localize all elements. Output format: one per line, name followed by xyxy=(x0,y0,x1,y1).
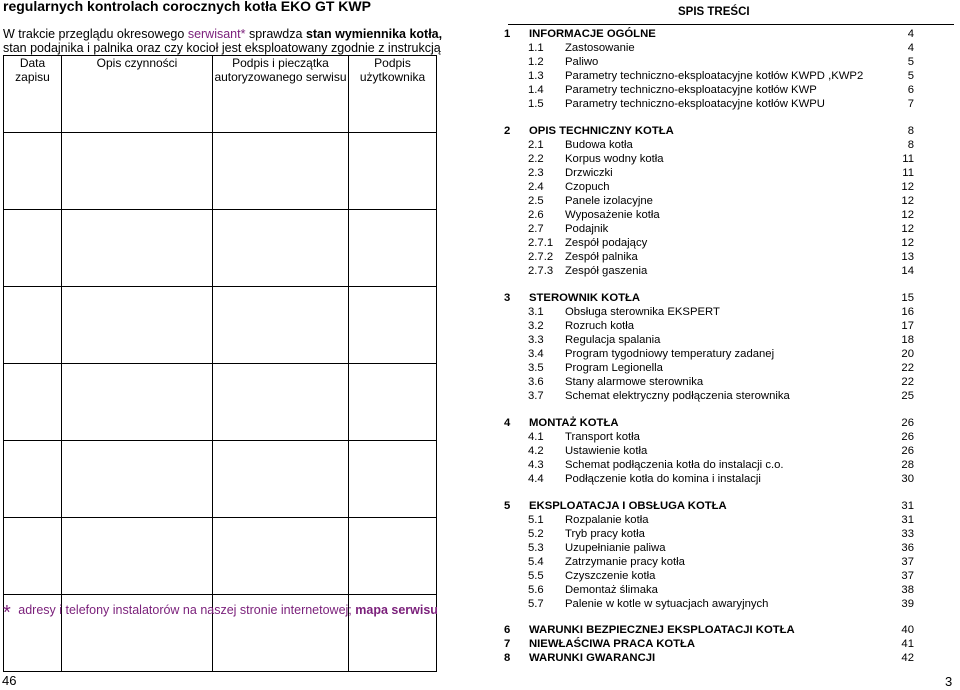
toc-header xyxy=(508,0,954,25)
toc-page: 7 xyxy=(907,98,914,110)
service-signature-cell[interactable] xyxy=(213,133,349,210)
toc-page: 11 xyxy=(902,167,914,179)
toc-subsection[interactable] xyxy=(504,194,914,208)
service-signature-cell[interactable] xyxy=(213,518,349,595)
table-row xyxy=(4,210,437,287)
toc-num: 5.7 xyxy=(528,598,544,610)
toc-page: 26 xyxy=(901,431,914,443)
toc-page: 38 xyxy=(901,584,914,596)
toc-page: 31 xyxy=(901,500,914,512)
toc-num: 1.2 xyxy=(528,56,544,68)
service-signature-cell[interactable] xyxy=(213,210,349,287)
toc-title: Program tygodniowy temperatury zadanej xyxy=(565,348,775,360)
toc-title: Drzwiczki xyxy=(565,167,613,179)
page-number-right: 3 xyxy=(945,674,953,689)
toc-title: EKSPLOATACJA I OBSŁUGA KOTŁA xyxy=(529,500,727,512)
service-log-table xyxy=(3,55,437,672)
toc-page: 31 xyxy=(901,514,914,526)
page-title: regularnych kontrolach corocznych kotła EKO GT KWP xyxy=(3,0,371,14)
toc-subsection[interactable] xyxy=(504,319,914,333)
toc-num: 3.4 xyxy=(528,348,544,360)
toc-num: 5.3 xyxy=(528,542,544,554)
page-number-left: 46 xyxy=(2,673,17,688)
toc-page: 42 xyxy=(901,652,914,664)
toc-section xyxy=(504,124,914,278)
user-signature-cell[interactable] xyxy=(349,210,437,287)
toc-num: 3.7 xyxy=(528,390,544,402)
table-row xyxy=(4,287,437,364)
toc-page: 14 xyxy=(901,265,914,277)
footnote-text: adresy i telefony instalatorów na naszej stronie internetowej; xyxy=(14,603,356,617)
toc-page: 25 xyxy=(901,390,914,402)
toc-page: 30 xyxy=(901,473,914,485)
toc-num: 5.5 xyxy=(528,570,544,582)
date-cell[interactable] xyxy=(4,364,62,441)
toc-subsection[interactable] xyxy=(504,347,914,361)
toc-subsection[interactable] xyxy=(504,236,914,250)
toc-num: 2.3 xyxy=(528,167,544,179)
toc-num: 5.4 xyxy=(528,556,544,568)
toc-title: Program Legionella xyxy=(565,362,663,374)
description-cell[interactable] xyxy=(62,364,213,441)
toc-page: 40 xyxy=(901,624,914,636)
toc-num: 2.4 xyxy=(528,181,544,193)
toc-title: Zespół podający xyxy=(565,237,648,249)
header-description: Opis czynności xyxy=(62,56,213,133)
toc-num: 1 xyxy=(504,28,511,40)
toc-subsection[interactable] xyxy=(504,152,914,166)
toc-subsection[interactable] xyxy=(504,583,914,597)
header-service-signature: Podpis i pieczątka autoryzowanego serwisu xyxy=(213,56,349,133)
date-cell[interactable] xyxy=(4,210,62,287)
intro-text xyxy=(3,27,443,55)
toc-title: Podajnik xyxy=(565,223,609,235)
toc-subsection[interactable] xyxy=(504,472,914,486)
date-cell[interactable] xyxy=(4,441,62,518)
toc-num: 2.7.3 xyxy=(528,265,554,277)
toc-title: Czopuch xyxy=(565,181,610,193)
intro-part3: sprawdza xyxy=(245,27,306,41)
user-signature-cell[interactable] xyxy=(349,133,437,210)
toc-chapter[interactable] xyxy=(504,499,914,513)
toc-num: 5.6 xyxy=(528,584,544,596)
toc-title: Wyposażenie kotła xyxy=(565,209,660,221)
toc-title: Tryb pracy kotła xyxy=(565,528,645,540)
footnote-star: * xyxy=(3,602,11,624)
toc-num: 1.5 xyxy=(528,98,544,110)
toc-page: 26 xyxy=(901,445,914,457)
toc-title: Parametry techniczno-eksploatacyjne kotłów KWP xyxy=(565,84,817,96)
toc-page: 12 xyxy=(901,223,914,235)
toc-title: OPIS TECHNICZNY KOTŁA xyxy=(529,125,674,137)
toc-num: 1.4 xyxy=(528,84,544,96)
toc-num: 2.7.2 xyxy=(528,251,554,263)
toc-title: Zespół palnika xyxy=(565,251,638,263)
toc-page: 4 xyxy=(907,28,914,40)
toc-page: 16 xyxy=(901,306,914,318)
toc-num: 3 xyxy=(504,292,511,304)
toc-num: 5 xyxy=(504,500,511,512)
toc-num: 4 xyxy=(504,417,511,429)
toc-num: 4.2 xyxy=(528,445,544,457)
toc-page: 15 xyxy=(901,292,914,304)
toc-title: Zatrzymanie pracy kotła xyxy=(565,556,685,568)
toc-title: Stany alarmowe sterownika xyxy=(565,376,704,388)
toc-title: Parametry techniczno-eksploatacyjne kotłów KWPD ,KWP2 xyxy=(565,70,864,82)
toc-page: 4 xyxy=(907,42,914,54)
toc-page: 11 xyxy=(902,153,914,165)
table-row xyxy=(4,518,437,595)
toc-subsection[interactable] xyxy=(504,361,914,375)
date-cell[interactable] xyxy=(4,287,62,364)
toc-page: 22 xyxy=(901,376,914,388)
toc-num: 3.6 xyxy=(528,376,544,388)
toc-num: 4.1 xyxy=(528,431,544,443)
toc-section xyxy=(504,637,914,651)
service-signature-cell[interactable] xyxy=(213,441,349,518)
toc-page: 17 xyxy=(901,320,914,332)
table-header-row xyxy=(4,56,437,133)
toc-subsection[interactable] xyxy=(504,375,914,389)
toc-page: 5 xyxy=(907,56,914,68)
serwisant-link[interactable]: serwisant* xyxy=(187,27,246,41)
toc-subsection[interactable] xyxy=(504,208,914,222)
toc-title: Schemat elektryczny podłączenia sterownika xyxy=(565,390,790,402)
toc-chapter[interactable] xyxy=(504,416,914,430)
toc-page: 5 xyxy=(907,70,914,82)
toc-subsection[interactable] xyxy=(504,569,914,583)
toc-num: 3.3 xyxy=(528,334,544,346)
toc-page: 33 xyxy=(901,528,914,540)
service-signature-cell[interactable] xyxy=(213,364,349,441)
toc-subsection[interactable] xyxy=(504,444,914,458)
header-date: Data zapisu xyxy=(4,56,62,133)
toc-subsection[interactable] xyxy=(504,513,914,527)
toc-num: 7 xyxy=(504,638,511,650)
toc-subsection[interactable] xyxy=(504,264,914,278)
toc-title: STEROWNIK KOTŁA xyxy=(529,292,641,304)
toc-subsection[interactable] xyxy=(504,83,914,97)
toc-title: WARUNKI BEZPIECZNEJ EKSPLOATACJI KOTŁA xyxy=(529,624,795,636)
table-row xyxy=(4,133,437,210)
toc-num: 3.5 xyxy=(528,362,544,374)
toc-num: 2.6 xyxy=(528,209,544,221)
description-cell[interactable] xyxy=(62,441,213,518)
toc-subsection[interactable] xyxy=(504,55,914,69)
toc-title: INFORMACJE OGÓLNE xyxy=(529,28,656,40)
toc-page: 37 xyxy=(901,570,914,582)
toc-page: 37 xyxy=(901,556,914,568)
toc-section xyxy=(504,416,914,486)
date-cell[interactable] xyxy=(4,518,62,595)
toc-page: 6 xyxy=(907,84,914,96)
toc-title: MONTAŻ KOTŁA xyxy=(529,417,619,429)
description-cell[interactable] xyxy=(62,287,213,364)
toc-page: 18 xyxy=(901,334,914,346)
toc-heading: SPIS TREŚCI xyxy=(678,6,750,18)
toc-title: Regulacja spalania xyxy=(565,334,661,346)
toc-subsection[interactable] xyxy=(504,527,914,541)
toc-title: Rozruch kotła xyxy=(565,320,635,332)
toc-num: 2 xyxy=(504,125,511,137)
toc-subsection[interactable] xyxy=(504,138,914,152)
toc-title: Palenie w kotle w sytuacjach awaryjnych xyxy=(565,598,769,610)
toc-page: 28 xyxy=(901,459,914,471)
toc-section xyxy=(504,623,914,637)
toc-subsection[interactable] xyxy=(504,222,914,236)
toc-title: Zespół gaszenia xyxy=(565,265,648,277)
toc-subsection[interactable] xyxy=(504,41,914,55)
toc-title: WARUNKI GWARANCJI xyxy=(529,652,656,664)
toc-title: Rozpalanie kotła xyxy=(565,514,649,526)
toc-section xyxy=(504,27,914,111)
toc-title: Korpus wodny kotła xyxy=(565,153,664,165)
toc-subsection[interactable] xyxy=(504,597,914,611)
toc-page: 8 xyxy=(907,125,914,137)
toc-title: Panele izolacyjne xyxy=(565,195,653,207)
toc-section xyxy=(504,651,914,665)
toc-num: 3.2 xyxy=(528,320,544,332)
toc-title: Budowa kotła xyxy=(565,139,633,151)
intro-line2: stan podajnika i palnika oraz czy kocioł jest eksploatowany zgodnie z instrukcją xyxy=(3,41,441,55)
toc-num: 2.2 xyxy=(528,153,544,165)
toc-title: Paliwo xyxy=(565,56,599,68)
service-signature-cell[interactable] xyxy=(213,287,349,364)
toc-subsection[interactable] xyxy=(504,389,914,403)
toc-page: 12 xyxy=(901,181,914,193)
toc-num: 2.1 xyxy=(528,139,544,151)
toc-num: 1.1 xyxy=(528,42,544,54)
intro-part1: W trakcie przeglądu okresowego xyxy=(3,27,188,41)
toc-page: 13 xyxy=(901,251,914,263)
toc-subsection[interactable] xyxy=(504,555,914,569)
toc-subsection[interactable] xyxy=(504,250,914,264)
toc-subsection[interactable] xyxy=(504,458,914,472)
toc-title: Schemat podłączenia kotła do instalacji c.o. xyxy=(565,459,784,471)
toc-num: 3.1 xyxy=(528,306,544,318)
toc-num: 4.3 xyxy=(528,459,544,471)
toc-subsection[interactable] xyxy=(504,69,914,83)
toc-subsection[interactable] xyxy=(504,430,914,444)
table-of-contents xyxy=(504,27,914,678)
toc-subsection[interactable] xyxy=(504,305,914,319)
toc-section xyxy=(504,499,914,611)
toc-num: 5.1 xyxy=(528,514,544,526)
toc-title: Parametry techniczno-eksploatacyjne kotłów KWPU xyxy=(565,98,825,110)
toc-page: 20 xyxy=(901,348,914,360)
footnote xyxy=(3,597,438,624)
toc-title: Demontaż ślimaka xyxy=(565,584,658,596)
user-signature-cell[interactable] xyxy=(349,287,437,364)
toc-subsection[interactable] xyxy=(504,333,914,347)
toc-chapter[interactable] xyxy=(504,291,914,305)
table-row xyxy=(4,364,437,441)
toc-chapter[interactable] xyxy=(504,623,914,637)
toc-num: 1.3 xyxy=(528,70,544,82)
table-row xyxy=(4,441,437,518)
header-user-signature: Podpis użytkownika xyxy=(349,56,437,133)
service-map-link[interactable]: mapa serwisu xyxy=(355,603,438,617)
toc-section xyxy=(504,291,914,403)
user-signature-cell[interactable] xyxy=(349,518,437,595)
toc-num: 6 xyxy=(504,624,511,636)
description-cell[interactable] xyxy=(62,133,213,210)
toc-chapter[interactable] xyxy=(504,27,914,41)
toc-chapter[interactable] xyxy=(504,124,914,138)
toc-page: 12 xyxy=(901,195,914,207)
date-cell[interactable] xyxy=(4,133,62,210)
description-cell[interactable] xyxy=(62,518,213,595)
toc-title: Ustawienie kotła xyxy=(565,445,648,457)
toc-title: Zastosowanie xyxy=(565,42,635,54)
toc-title: Uzupełnianie paliwa xyxy=(565,542,666,554)
toc-page: 8 xyxy=(907,139,914,151)
intro-bold: stan wymiennika kotła, xyxy=(305,27,443,41)
toc-title: Czyszczenie kotła xyxy=(565,570,656,582)
toc-title: NIEWŁAŚCIWA PRACA KOTŁA xyxy=(529,638,696,650)
toc-page: 26 xyxy=(901,417,914,429)
toc-title: Obsługa sterownika EKSPERT xyxy=(565,306,720,318)
toc-chapter[interactable] xyxy=(504,637,914,651)
toc-subsection[interactable] xyxy=(504,166,914,180)
toc-num: 5.2 xyxy=(528,528,544,540)
user-signature-cell[interactable] xyxy=(349,441,437,518)
toc-page: 39 xyxy=(901,598,914,610)
toc-page: 36 xyxy=(901,542,914,554)
toc-page: 22 xyxy=(901,362,914,374)
toc-page: 12 xyxy=(901,237,914,249)
toc-page: 12 xyxy=(901,209,914,221)
user-signature-cell[interactable] xyxy=(349,364,437,441)
toc-num: 4.4 xyxy=(528,473,544,485)
toc-subsection[interactable] xyxy=(504,541,914,555)
toc-num: 8 xyxy=(504,652,511,664)
toc-num: 2.5 xyxy=(528,195,544,207)
toc-title: Podłączenie kotła do komina i instalacji xyxy=(565,473,761,485)
toc-title: Transport kotła xyxy=(565,431,640,443)
toc-subsection[interactable] xyxy=(504,97,914,111)
toc-num: 2.7 xyxy=(528,223,544,235)
toc-page: 41 xyxy=(901,638,914,650)
description-cell[interactable] xyxy=(62,210,213,287)
toc-num: 2.7.1 xyxy=(528,237,554,249)
toc-subsection[interactable] xyxy=(504,180,914,194)
toc-chapter[interactable] xyxy=(504,651,914,665)
